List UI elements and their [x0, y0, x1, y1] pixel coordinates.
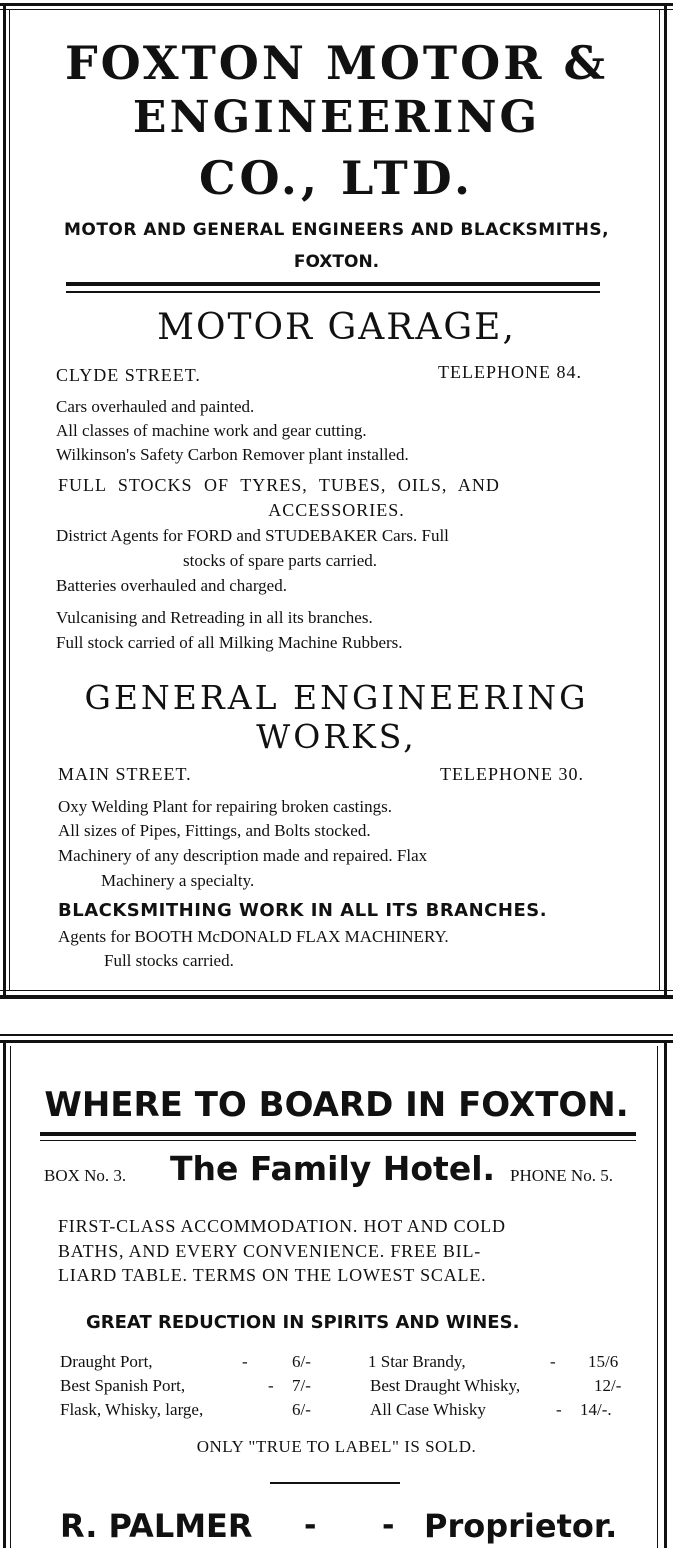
price-dash: -: [242, 1352, 248, 1371]
proprietor-name: R. PALMER: [60, 1507, 253, 1545]
board-heading: WHERE TO BOARD IN FOXTON.: [44, 1085, 629, 1125]
phone-number: PHONE No. 5.: [510, 1166, 613, 1185]
works-line: Oxy Welding Plant for repairing broken castings.: [58, 797, 392, 816]
garage-line: Batteries overhauled and charged.: [56, 576, 287, 595]
hotel-desc-line: FIRST-CLASS ACCOMMODATION. HOT AND COLD: [58, 1216, 506, 1236]
box-number: BOX No. 3.: [44, 1166, 127, 1185]
garage-line: Cars overhauled and painted.: [56, 397, 255, 416]
proprietor-dash: -: [304, 1508, 317, 1543]
works-agents: Agents for BOOTH McDONALD FLAX MACHINERY.: [58, 927, 449, 946]
section-rule-thin: [66, 291, 600, 293]
section-rule: [66, 282, 600, 286]
heading-rule: [40, 1132, 636, 1136]
garage-stocks-cont: ACCESSORIES.: [268, 500, 405, 520]
works-telephone: TELEPHONE 30.: [440, 764, 584, 784]
price-value: 14/-.: [580, 1400, 612, 1419]
company-name-line1: FOXTON MOTOR &: [64, 36, 609, 90]
garage-agents: District Agents for FORD and STUDEBAKER Cars. Full: [56, 526, 449, 545]
garage-street: CLYDE STREET.: [56, 365, 201, 385]
family-hotel-advert: [0, 1034, 673, 1548]
tagline-town: FOXTON.: [293, 252, 380, 272]
price-value: 15/6: [588, 1352, 619, 1371]
price-item: 1 Star Brandy,: [368, 1352, 466, 1371]
hotel-name: The Family Hotel.: [170, 1149, 496, 1188]
top-border: [0, 1034, 673, 1036]
proprietor-title: Proprietor.: [424, 1507, 618, 1545]
motor-garage-heading: MOTOR GARAGE,: [157, 307, 516, 348]
reduction-line: GREAT REDUCTION IN SPIRITS AND WINES.: [86, 1312, 520, 1333]
price-item: Draught Port,: [60, 1352, 153, 1371]
short-rule: [270, 1482, 400, 1484]
company-name-line3: CO., LTD.: [198, 151, 475, 205]
price-value: 7/-: [292, 1376, 311, 1395]
hotel-desc-line: LIARD TABLE. TERMS ON THE LOWEST SCALE.: [58, 1265, 487, 1285]
price-item: All Case Whisky: [370, 1400, 486, 1419]
price-value: 12/-: [594, 1376, 622, 1395]
tagline: MOTOR AND GENERAL ENGINEERS AND BLACKSMITHS,: [63, 220, 610, 240]
price-item: Best Spanish Port,: [60, 1376, 186, 1395]
top-border: [0, 3, 673, 6]
bottom-border-inner: [0, 990, 673, 991]
price-dash: -: [550, 1352, 556, 1371]
price-dash: -: [268, 1376, 274, 1395]
company-name-line2: ENGINEERING: [132, 92, 541, 143]
hotel-desc-line: BATHS, AND EVERY CONVENIENCE. FREE BIL-: [58, 1241, 482, 1261]
top-border-thick: [0, 1040, 673, 1043]
label-note: ONLY "TRUE TO LABEL" IS SOLD.: [196, 1437, 477, 1456]
garage-line: Wilkinson's Safety Carbon Remover plant installed.: [56, 445, 409, 464]
price-dash: -: [556, 1400, 562, 1419]
top-border-inner: [0, 9, 673, 10]
engineering-works-heading: GENERAL ENGINEERING: [84, 678, 589, 717]
works-street: MAIN STREET.: [58, 764, 192, 784]
garage-line: All classes of machine work and gear cutting.: [56, 421, 367, 440]
price-item: Flask, Whisky, large,: [60, 1400, 204, 1419]
garage-telephone: TELEPHONE 84.: [438, 362, 582, 382]
works-line: All sizes of Pipes, Fittings, and Bolts stocked.: [58, 821, 371, 840]
blacksmithing-line: BLACKSMITHING WORK IN ALL ITS BRANCHES.: [58, 900, 548, 921]
engineering-works-heading-cont: WORKS,: [256, 717, 417, 756]
works-line-cont: Machinery a specialty.: [101, 871, 255, 890]
heading-rule-thin: [40, 1140, 636, 1141]
garage-stocks: FULL STOCKS OF TYRES, TUBES, OILS, AND: [58, 475, 500, 495]
price-value: 6/-: [292, 1352, 311, 1371]
price-item: Best Draught Whisky,: [370, 1376, 521, 1395]
garage-line: Full stock carried of all Milking Machine Rubbers.: [56, 633, 403, 652]
garage-line: Vulcanising and Retreading in all its branches.: [56, 608, 373, 627]
works-agents-cont: Full stocks carried.: [104, 951, 234, 970]
bottom-border: [0, 995, 673, 999]
garage-agents-cont: stocks of spare parts carried.: [183, 551, 378, 570]
price-value: 6/-: [292, 1400, 311, 1419]
proprietor-dash: -: [382, 1508, 395, 1543]
works-line: Machinery of any description made and repaired. Flax: [58, 846, 428, 865]
